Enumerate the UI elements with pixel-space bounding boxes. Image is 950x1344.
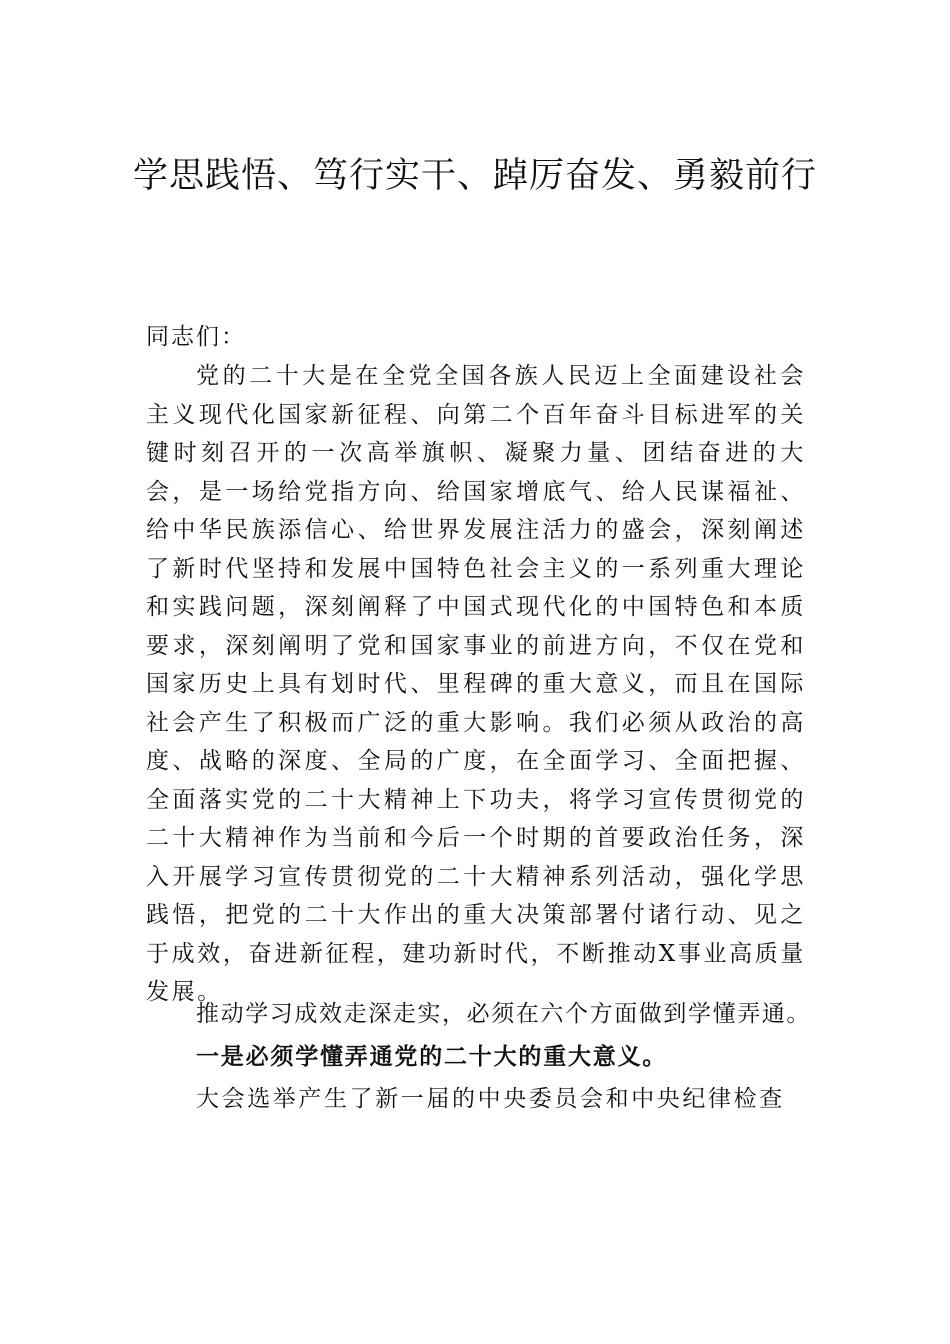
paragraph-summary: 推动学习成效走深走实，必须在六个方面做到学懂弄通。 (196, 1001, 811, 1027)
paragraph-main: 党的二十大是在全党全国各族人民迈上全面建设社会主义现代化国家新征程、向第二个百年奋斗目标进军的关键时刻召开的一次高举旗帜、凝聚力量、团结奋进的大会，是一场给党指方向、给国家增底气、给人民谋福祉、给中华民族添信心、给世界发展注活力的盛会，深刻阐述了新时代坚持和发展中国特色社会主义的一系列重大理论和实践问题，深刻阐释了中国式现代化的中国特色和本质要求，深刻阐明了党和国家事业的前进方向，不仅在党和国家历史上具有划时代、里程碑的重大意义，而且在国际社会产生了积极而广泛的重大影响。我们必须从政治的高度、战略的深度、全局的广度，在全面学习、全面把握、全面落实党的二十大精神上下功夫，将学习宣传贯彻党的二十大精神作为当前和今后一个时期的首要政治任务，深入开展学习宣传贯彻党的二十大精神系列活动，强化学思践悟，把党的二十大作出的重大决策部署付诸行动、见之于成效，奋进新征程，建功新时代，不断推动X事业高质量发展。 (146, 363, 806, 1005)
salutation: 同志们： (146, 324, 246, 350)
section-heading-1: 一是必须学懂弄通党的二十大的重大意义。 (196, 1043, 668, 1070)
page-title: 学思践悟、笃行实干、踔厉奋发、勇毅前行 (132, 156, 817, 196)
paragraph-section-1: 大会选举产生了新一届的中央委员会和中央纪律检查 (196, 1086, 785, 1112)
